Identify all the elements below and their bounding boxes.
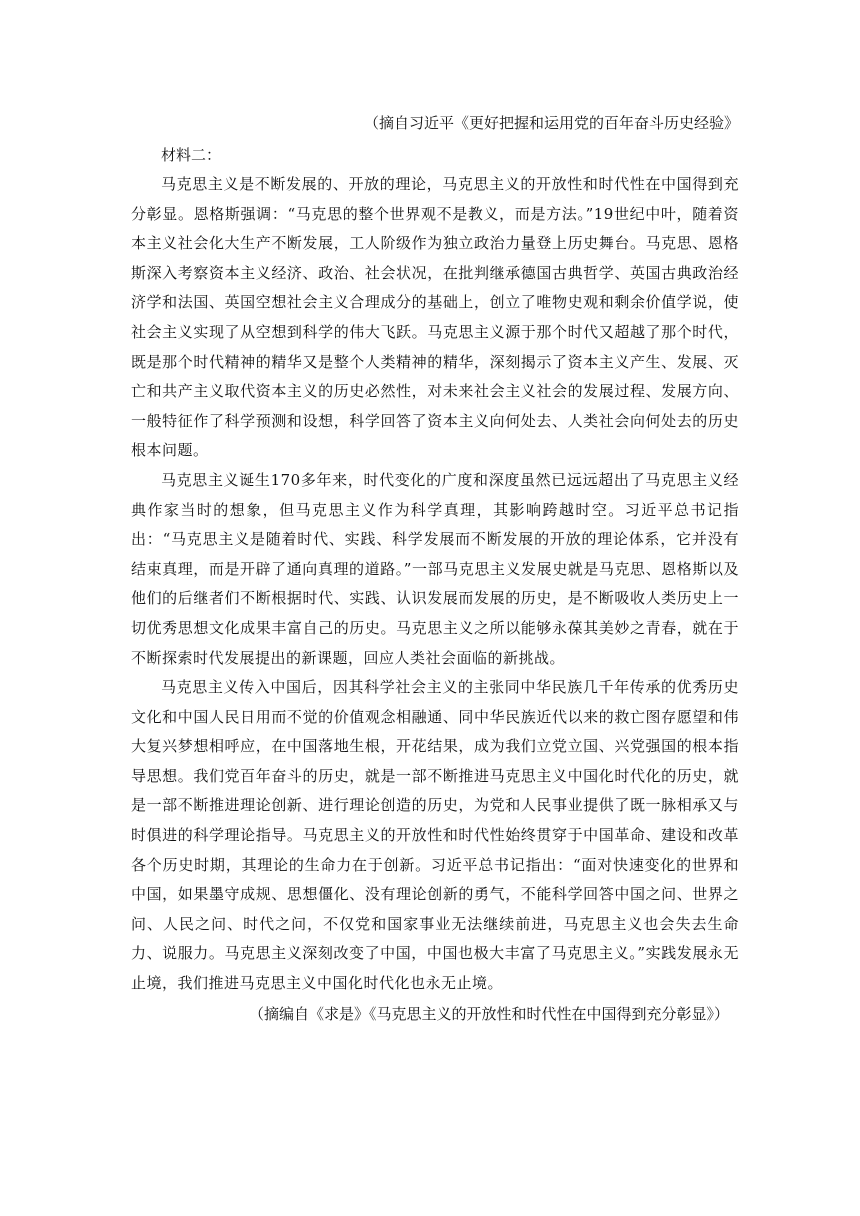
source-citation-top: （摘自习近平《更好把握和运用党的百年奋斗历史经验》 [363, 114, 739, 132]
source-citation-bottom: （摘编自《求是》《马克思主义的开放性和时代性在中国得到充分彰显》） [248, 1004, 729, 1023]
paragraph-1: 马克思主义是不断发展的、开放的理论，马克思主义的开放性和时代性在中国得到充分彰显。恩格斯强调：“马克思的整个世界观不是教义，而是方法。”19世纪中叶，随着资本主义社会化大生产不断发展，工人阶级作为独立政治力量登上历史舞台。马克思、恩格斯深入考察资本主义经济、政治、社会状况，在批判继承德国古典哲学、英国古典政治经济学和法国、英国空想社会主义合理成分的基础上，创立了唯物史观和剩余价值学说，使社会主义实现了从空想到科学的伟大飞跃。马克思主义源于那个时代又超越了那个时代，既是那个时代精神的精华又是整个人类精神的精华，深刻揭示了资本主义产生、发展、灭亡和共产主义取代资本主义的历史必然性，对未来社会主义社会的发展过程、发展方向、一般特征作了科学预测和设想，科学回答了资本主义向何处去、人类社会向何处去的历史根本问题。 [131, 175, 739, 460]
paragraph-2: 马克思主义诞生170多年来，时代变化的广度和深度虽然已远远超出了马克思主义经典作家当时的想象，但马克思主义作为科学真理，其影响跨越时空。习近平总书记指出：“马克思主义是随着时代、实践、科学发展而不断发展的开放的理论体系，它并没有结束真理，而是开辟了通向真理的道路。”一部马克思主义发展史就是马克思、恩格斯以及他们的后继者们不断根据时代、实践、认识发展而发展的历史，是不断吸收人类历史上一切优秀思想文化成果丰富自己的历史。马克思主义之所以能够永葆其美妙之青春，就在于不断探索时代发展提出的新课题，回应人类社会面临的新挑战。 [131, 470, 739, 667]
paragraph-3: 马克思主义传入中国后，因其科学社会主义的主张同中华民族几千年传承的优秀历史文化和中国人民日用而不觉的价值观念相融通、同中华民族近代以来的救亡图存愿望和伟大复兴梦想相呼应，在中国落地生根，开花结果，成为我们立党立国、兴党强国的根本指导思想。我们党百年奋斗的历史，就是一部不断推进马克思主义中国化时代化的历史，就是一部不断推进理论创新、进行理论创造的历史，为党和人民事业提供了既一脉相承又与时俱进的科学理论指导。马克思主义的开放性和时代性始终贯穿于中国革命、建设和改革各个历史时期，其理论的生命力在于创新。习近平总书记指出：“面对快速变化的世界和中国，如果墨守成规、思想僵化、没有理论创新的勇气，不能科学回答中国之问、世界之问、人民之问、时代之问，不仅党和国家事业无法继续前进，马克思主义也会失去生命力、说服力。马克思主义深刻改变了中国，中国也极大丰富了马克思主义。”实践发展永无止境，我们推进马克思主义中国化时代化也永无止境。 [131, 678, 739, 993]
section-heading: 材料二： [161, 146, 222, 164]
